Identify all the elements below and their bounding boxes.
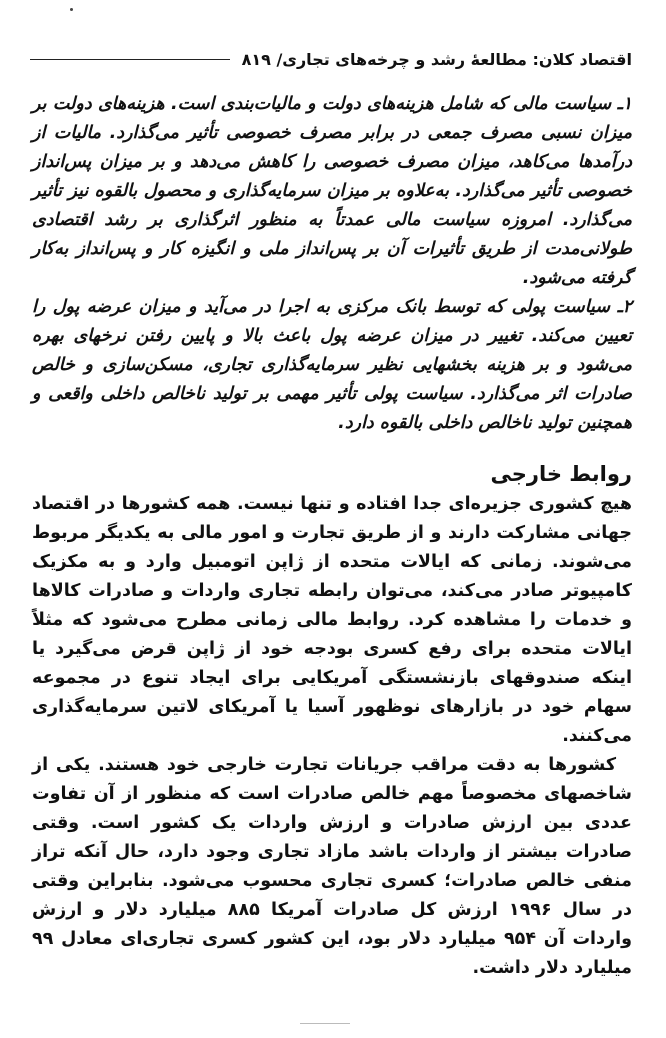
paragraph-monetary-policy: ۲ـ سیاست پولی که توسط بانک مرکزی به اجرا در می‌آید و میزان عرضه پول را تعیین می‌کند. تغییر در میزان عرضه پول باعث بالا و پایین رفتن نرخهای بهره می‌شود و بر هزینه بخشهایی نظیر سرمایه‌گذاری تجاری، مسکن‌سازی و خالص صادرات اثر می‌گذارد. سیاست پولی تأثیر مهمی بر تولید ناخالص داخلی واقعی و همچنین تولید ناخالص داخلی بالقوه دارد. <box>32 297 632 433</box>
page-body <box>32 90 632 983</box>
paragraph-fiscal-policy: ۱ـ سیاست مالی که شامل هزینه‌های دولت و مالیات‌بندی است. هزینه‌های دولت بر میزان نسبی مصرف جمعی در برابر مصرف خصوصی تأثیر می‌گذارد. مالیات از درآمدها می‌کاهد، میزان مصرف خصوصی را کاهش می‌دهد و بر میزان پس‌انداز خصوصی تأثیر می‌گذارد. به‌علاوه بر میزان سرمایه‌گذاری و محصول بالقوه نیز تأثیر می‌گذارد. امروزه سیاست مالی عمدتاً به منظور اثرگذاری بر رشد اقتصادی طولانی‌مدت از طریق تأثیرات آن بر پس‌انداز ملی و انگیزه کار و پس‌انداز به‌کار گرفته می‌شود. <box>32 94 632 288</box>
scan-edge-mark <box>300 1023 350 1024</box>
page-header <box>30 50 632 69</box>
scan-speck <box>70 8 73 11</box>
paragraph-foreign-relations: هیچ کشوری جزیره‌ای جدا افتاده و تنها نیست. همه کشورها در اقتصاد جهانی مشارکت دارند و از طریق تجارت و امور مالی به یکدیگر مربوط می‌شوند. زمانی که ایالات متحده از ژاپن اتومبیل وارد و به مکزیک کامپیوتر صادر می‌کند، می‌توان رابطه تجاری واردات و صادرات کالاها و خدمات را مشاهده کرد. روابط مالی زمانی مطرح می‌شود که مثلاً ایالات متحده برای رفع کسری بودجه خود از ژاپن قرض می‌گیرد یا اینکه صندوقهای بازنشستگی آمریکایی برای ایجاد تنوع در مجموعه سهام خود در بازارهای نوظهور آسیا یا آمریکای لاتین سرمایه‌گذاری می‌کنند. <box>32 494 632 746</box>
running-title: اقتصاد کلان: مطالعهٔ رشد و چرخه‌های تجاری/ ۸۱۹ <box>241 50 632 69</box>
section-heading: روابط خارجی <box>490 462 632 486</box>
paragraph-net-exports: کشورها به دقت مراقب جریانات تجارت خارجی خود هستند. یکی از شاخصهای مخصوصاً مهم خالص صادرات است که منظور از آن تفاوت عددی بین ارزش صادرات و ارزش واردات یک کشور است. وقتی صادرات بیشتر از واردات باشد مازاد تجاری وجود دارد، حال آنکه تراز منفی خالص صادرات؛ کسری تجاری محسوب می‌شود. بنابراین وقتی در سال ۱۹۹۶ ارزش کل صادرات آمریکا ۸۸۵ میلیارد دلار و ارزش واردات آن ۹۵۴ میلیارد دلار بود، این کشور کسری تجاری‌ای معادل ۹۹ میلیارد دلار داشت. <box>32 755 632 978</box>
header-rule <box>30 59 230 60</box>
